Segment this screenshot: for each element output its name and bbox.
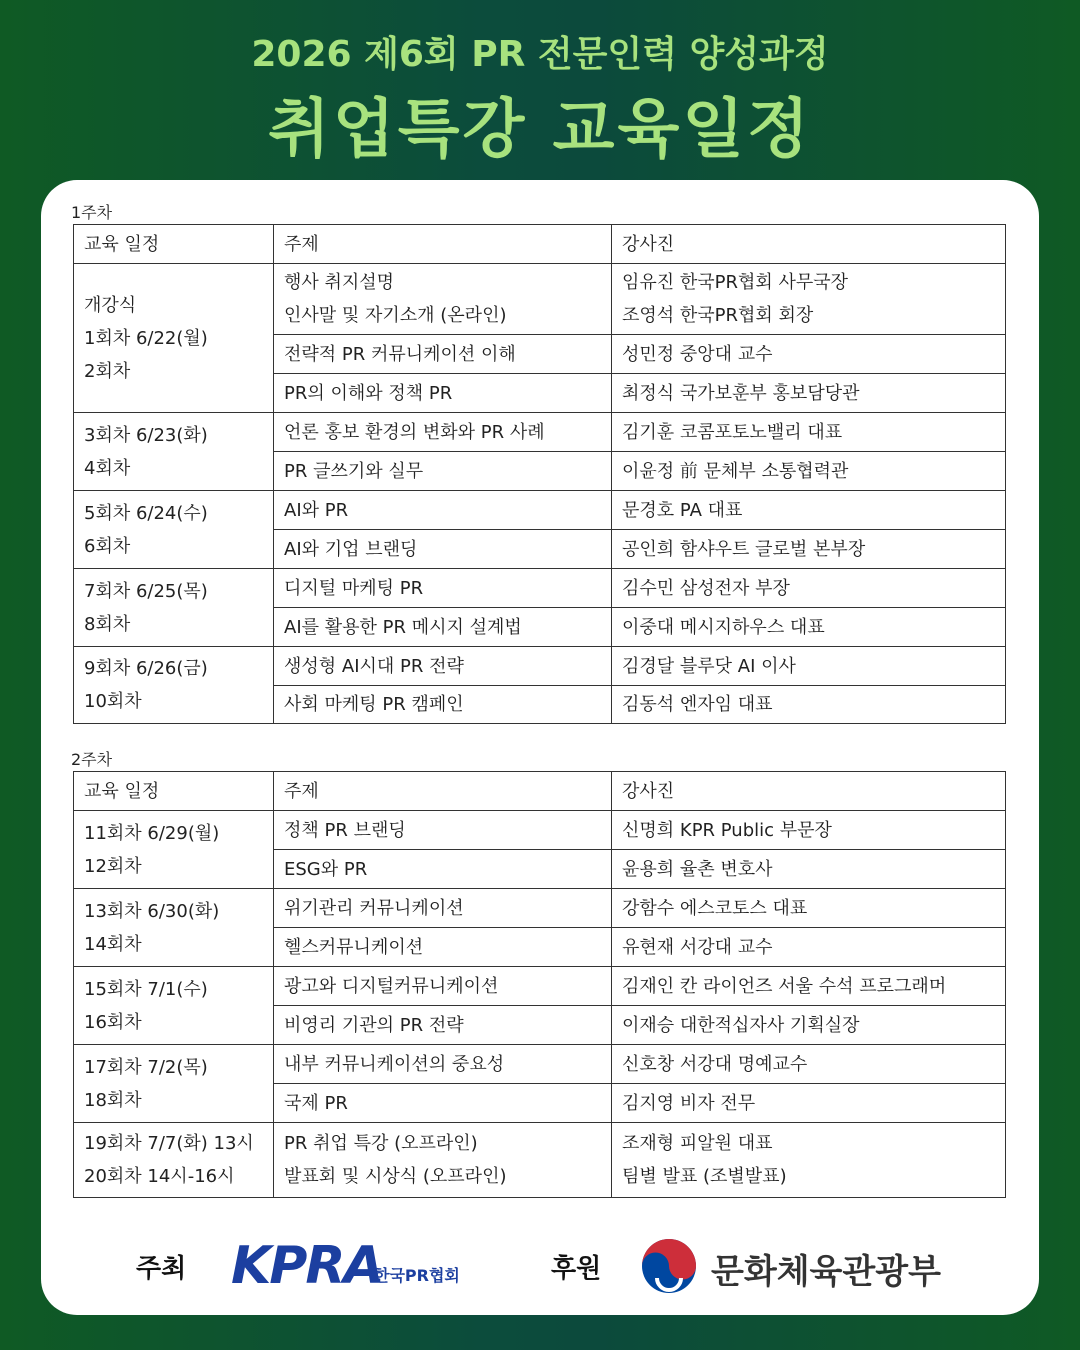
topic-text: 국제 PR [284, 1092, 348, 1114]
kpra-name: 한국PR협회 [374, 1266, 460, 1285]
session-label: 11회차 6/29(월) [84, 822, 220, 844]
instructor-cell [612, 686, 1006, 724]
instructor-text: 신호창 서강대 명예교수 [622, 1053, 808, 1075]
week1-schedule-table [73, 224, 1006, 724]
topic-text: 생성형 AI시대 PR 전략 [284, 655, 464, 677]
instructor-cell [612, 811, 1006, 850]
topic-text: 행사 취지설명 [284, 272, 395, 293]
topic-cell [274, 335, 612, 374]
table-header-row [74, 772, 1006, 811]
week1-label: 1주차 [71, 203, 113, 222]
session-cell [74, 811, 274, 889]
topic-cell [274, 889, 612, 928]
topic-cell [274, 264, 612, 335]
instructor-text: 팀별 발표 (조별발표) [622, 1166, 787, 1187]
topic-cell [274, 811, 612, 850]
topic-text: PR 취업 특강 (오프라인) [284, 1133, 478, 1154]
table-header-row [74, 225, 1006, 264]
session-cell [74, 491, 274, 569]
session-label: 20회차 14시-16시 [84, 1166, 235, 1187]
instructor-cell [612, 647, 1006, 686]
topic-cell [274, 1045, 612, 1084]
topic-cell [274, 928, 612, 967]
topic-text: 헬스커뮤니케이션 [284, 936, 424, 958]
session-label: 1회차 6/22(월) [84, 327, 208, 349]
topic-cell [274, 686, 612, 724]
instructor-cell [612, 374, 1006, 413]
topic-cell [274, 413, 612, 452]
instructor-text: 공인희 함샤우트 글로벌 본부장 [622, 538, 866, 560]
instructor-text: 김기훈 코콤포토노밸리 대표 [622, 421, 843, 443]
sponsor-label: 후원 [551, 1254, 602, 1284]
instructor-text: 이재승 대한적십자사 기획실장 [622, 1014, 860, 1036]
table-row [74, 569, 1006, 608]
session-cell [74, 1045, 274, 1123]
session-cell [74, 264, 274, 413]
table-row [74, 491, 1006, 530]
table-row [74, 889, 1006, 928]
session-label: 2회차 [84, 360, 131, 382]
page-subtitle: 2026 제6회 PR 전문인력 양성과정 [251, 34, 829, 75]
instructor-cell [612, 452, 1006, 491]
session-label: 14회차 [84, 933, 142, 955]
week2-label: 2주차 [71, 750, 113, 769]
footer [41, 1220, 1039, 1315]
topic-cell [274, 374, 612, 413]
instructor-cell [612, 967, 1006, 1006]
session-label: 12회차 [84, 855, 142, 877]
week2-schedule-table [73, 771, 1006, 1198]
topic-cell [274, 491, 612, 530]
topic-cell [274, 530, 612, 569]
table-row [74, 413, 1006, 452]
topic-text: PR 글쓰기와 실무 [284, 460, 424, 482]
session-label: 5회차 6/24(수) [84, 502, 208, 524]
government-emblem-icon [639, 1236, 699, 1296]
topic-text: 위기관리 커뮤니케이션 [284, 897, 464, 919]
session-label: 개강식 [84, 294, 137, 316]
instructor-cell [612, 1006, 1006, 1045]
topic-text: 디지털 마케팅 PR [284, 577, 424, 599]
instructor-text: 이중대 메시지하우스 대표 [622, 616, 825, 638]
header-instructor: 강사진 [612, 225, 1006, 264]
topic-cell [274, 967, 612, 1006]
instructor-text: 신명희 KPR Public 부문장 [622, 819, 832, 841]
topic-text: 사회 마케팅 PR 캠페인 [284, 694, 464, 715]
session-cell [74, 413, 274, 491]
instructor-text: 강함수 에스코토스 대표 [622, 897, 808, 919]
instructor-text: 최정식 국가보훈부 홍보담당관 [622, 382, 860, 404]
instructor-text: 윤용희 율촌 변호사 [622, 858, 773, 880]
topic-cell [274, 452, 612, 491]
session-label: 15회차 7/1(수) [84, 978, 208, 1000]
table-row [74, 264, 1006, 335]
instructor-text: 이윤정 前 문체부 소통협력관 [622, 460, 849, 482]
instructor-text: 성민정 중앙대 교수 [622, 343, 773, 365]
session-cell [74, 569, 274, 647]
header-topic: 주제 [274, 225, 612, 264]
instructor-text: 유현재 서강대 교수 [622, 936, 773, 958]
topic-text: 내부 커뮤니케이션의 중요성 [284, 1053, 505, 1075]
session-cell [74, 889, 274, 967]
instructor-text: 조영석 한국PR협회 회장 [622, 305, 814, 326]
topic-text: PR의 이해와 정책 PR [284, 382, 453, 404]
instructor-text: 문경호 PA 대표 [622, 499, 743, 521]
session-label: 10회차 [84, 691, 142, 712]
session-label: 13회차 6/30(화) [84, 900, 220, 922]
topic-text: 광고와 디지털커뮤니케이션 [284, 975, 499, 997]
session-label: 9회차 6/26(금) [84, 658, 208, 679]
instructor-text: 조재형 피알원 대표 [622, 1133, 773, 1154]
topic-text: ESG와 PR [284, 858, 368, 880]
topic-cell [274, 1084, 612, 1123]
instructor-text: 김수민 삼성전자 부장 [622, 577, 790, 599]
session-cell [74, 647, 274, 724]
host-label: 주최 [136, 1254, 187, 1284]
topic-text: 인사말 및 자기소개 (온라인) [284, 305, 507, 326]
topic-text: AI와 PR [284, 499, 349, 521]
topic-text: 정책 PR 브랜딩 [284, 819, 406, 841]
instructor-text: 김지영 비자 전무 [622, 1092, 756, 1114]
session-label: 3회차 6/23(화) [84, 424, 208, 446]
table-row [74, 967, 1006, 1006]
session-label: 19회차 7/7(화) 13시 [84, 1133, 254, 1154]
instructor-cell [612, 1123, 1006, 1198]
session-label: 18회차 [84, 1089, 142, 1111]
topic-text: AI와 기업 브랜딩 [284, 538, 418, 560]
instructor-cell [612, 850, 1006, 889]
session-label: 16회차 [84, 1011, 142, 1033]
header-instructor: 강사진 [612, 772, 1006, 811]
instructor-cell [612, 413, 1006, 452]
session-cell [74, 967, 274, 1045]
sponsor-name: 문화체육관광부 [711, 1252, 941, 1292]
instructor-cell [612, 1084, 1006, 1123]
instructor-text: 임유진 한국PR협회 사무국장 [622, 272, 849, 293]
instructor-cell [612, 264, 1006, 335]
instructor-cell [612, 889, 1006, 928]
session-label: 8회차 [84, 613, 131, 635]
topic-cell [274, 850, 612, 889]
topic-cell [274, 569, 612, 608]
instructor-text: 김재인 칸 라이언즈 서울 수석 프로그래머 [622, 975, 947, 997]
instructor-cell [612, 530, 1006, 569]
schedule-card [41, 180, 1039, 1315]
session-label: 17회차 7/2(목) [84, 1056, 208, 1078]
instructor-text: 김동석 엔자임 대표 [622, 694, 773, 715]
header-schedule: 교육 일정 [74, 772, 274, 811]
topic-text: 비영리 기관의 PR 전략 [284, 1014, 464, 1036]
instructor-cell [612, 608, 1006, 647]
instructor-cell [612, 335, 1006, 374]
instructor-cell [612, 1045, 1006, 1084]
instructor-cell [612, 569, 1006, 608]
session-label: 6회차 [84, 535, 131, 557]
topic-text: AI를 활용한 PR 메시지 설계법 [284, 616, 522, 638]
table-row [74, 1045, 1006, 1084]
header-topic: 주제 [274, 772, 612, 811]
topic-cell [274, 1123, 612, 1198]
table-row [74, 647, 1006, 686]
table-row [74, 1123, 1006, 1198]
kpra-logo: KPRA [231, 1236, 382, 1296]
instructor-cell [612, 491, 1006, 530]
instructor-text: 김경달 블루닷 AI 이사 [622, 655, 796, 677]
session-cell [74, 1123, 274, 1198]
topic-cell [274, 1006, 612, 1045]
table-row [74, 811, 1006, 850]
session-label: 7회차 6/25(목) [84, 580, 208, 602]
page-title: 취업특강 교육일정 [268, 93, 812, 167]
topic-text: 발표회 및 시상식 (오프라인) [284, 1166, 507, 1187]
topic-text: 전략적 PR 커뮤니케이션 이해 [284, 343, 516, 365]
instructor-cell [612, 928, 1006, 967]
topic-cell [274, 608, 612, 647]
topic-text: 언론 홍보 환경의 변화와 PR 사례 [284, 421, 545, 443]
session-label: 4회차 [84, 457, 131, 479]
topic-cell [274, 647, 612, 686]
header-schedule: 교육 일정 [74, 225, 274, 264]
